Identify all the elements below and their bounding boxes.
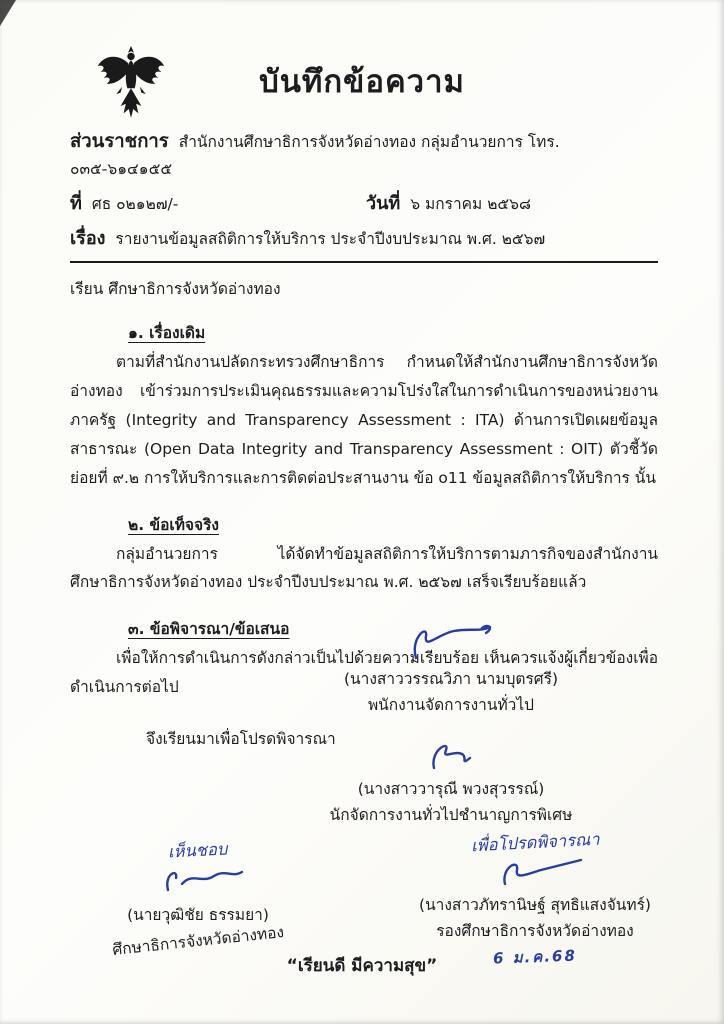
deputy-handwritten-note: เพื่อโปรดพิจารณา: [470, 829, 600, 856]
deputy-name: (นางสาวภัทรานิษฐ์ สุทธิแสงจันทร์): [419, 896, 651, 914]
number-label: ที่: [70, 192, 82, 214]
salutation-line: เรียน ศึกษาธิการจังหวัดอ่างทอง: [70, 280, 281, 299]
deputy-position: รองศึกษาธิการจังหวัดอ่างทอง: [436, 922, 634, 941]
agency-value: สำนักงานศึกษาธิการจังหวัดอ่างทอง กลุ่มอำนวยการ โทร. ๐๓๕-๖๑๔๑๕๕: [70, 133, 560, 178]
subject-value: รายงานข้อมูลสถิติการให้บริการ ประจำปีงบประมาณ พ.ศ. ๒๕๖๗: [115, 229, 546, 248]
section-2-heading: ๒. ข้อเท็จจริง: [128, 515, 219, 534]
signature-block-1: [308, 620, 594, 719]
subject-row: [70, 225, 658, 253]
director-signature-ink-icon: [138, 864, 258, 902]
date-label: วันที่: [366, 192, 401, 214]
number-value: ศธ ๐๒๑๒๗/-: [91, 194, 179, 213]
signature-block-2: [308, 736, 594, 829]
signature-1-name: (นางสาววรรณวิภา นามบุตรศรี): [343, 670, 559, 688]
approval-block-deputy: [392, 830, 678, 969]
section-3-text: เพื่อให้การดำเนินการดังกล่าวเป็นไปด้วยความเรียบร้อย เห็นควรแจ้งผู้เกี่ยวข้องเพื่อดำเนินการต่อไป: [70, 649, 659, 697]
date-group: [366, 190, 531, 218]
signature-2-position: นักจัดการงานทั่วไปชำนาญการพิเศษ: [329, 806, 573, 825]
director-handwritten-note: เห็นชอบ: [167, 839, 229, 862]
director-name: (นายวุฒิชัย ธรรมยา): [127, 906, 269, 924]
section-1-text: ตามที่สำนักงานปลัดกระทรวงศึกษาธิการ กำหนดให้สำนักงานศึกษาธิการจังหวัดอ่างทอง เข้าร่วมการประเมินคุณธรรมและความโปร่งใสในการดำเนินการของหน่วยงานภาครัฐ (Integrity and Transparency Assessment : ITA) ด้านการเปิดเผยข้อมูลสาธารณะ (Open Data Integrity and Transparency Assessment : OIT) ตัวชี้วัดย่อยที่ ๙.๒ การให้บริการและการติดต่อประสานงาน ข้อ o11 ข้อมูลสถิติการให้บริการ นั้น: [70, 353, 658, 487]
signature-2-ink-icon: [396, 736, 506, 776]
number-date-row: [70, 190, 658, 218]
signature-1-position: พนักงานจัดการงานทั่วไป: [367, 696, 535, 715]
director-position: ศึกษาธิการจังหวัดอ่างทอง: [111, 923, 285, 960]
section-2-text: กลุ่มอำนวยการ ได้จัดทำข้อมูลสถิติการให้บริการตามภารกิจของสำนักงานศึกษาธิการจังหวัดอ่างทอง ประจำปีงบประมาณ พ.ศ. ๒๕๖๗ เสร็จเรียบร้อยแล้ว: [70, 544, 658, 592]
approval-block-director: [78, 838, 318, 960]
deputy-handwritten-date: 6 ม.ค.68: [492, 946, 578, 968]
agency-row: [70, 128, 658, 181]
header-divider: [70, 261, 658, 263]
section-3-heading: ๓. ข้อพิจารณา/ข้อเสนอ: [128, 620, 290, 639]
document-form-title: บันทึกข้อความ: [259, 64, 465, 100]
subject-label: เรื่อง: [70, 227, 106, 249]
garuda-emblem-icon: [94, 44, 168, 128]
closing-line: จึงเรียนมาเพื่อโปรดพิจารณา: [146, 729, 336, 748]
agency-label: ส่วนราชการ: [70, 131, 169, 152]
signature-1-ink-icon: [386, 620, 516, 666]
section-1-heading: ๑. เรื่องเดิม: [128, 324, 206, 343]
footer-slogan: “เรียนดี มีความสุข”: [286, 956, 438, 976]
signature-2-name: (นางสาววารุณี พวงสุวรรณ์): [357, 780, 545, 798]
date-value: ๖ มกราคม ๒๕๖๘: [410, 194, 531, 213]
deputy-signature-ink-icon: [465, 856, 605, 892]
